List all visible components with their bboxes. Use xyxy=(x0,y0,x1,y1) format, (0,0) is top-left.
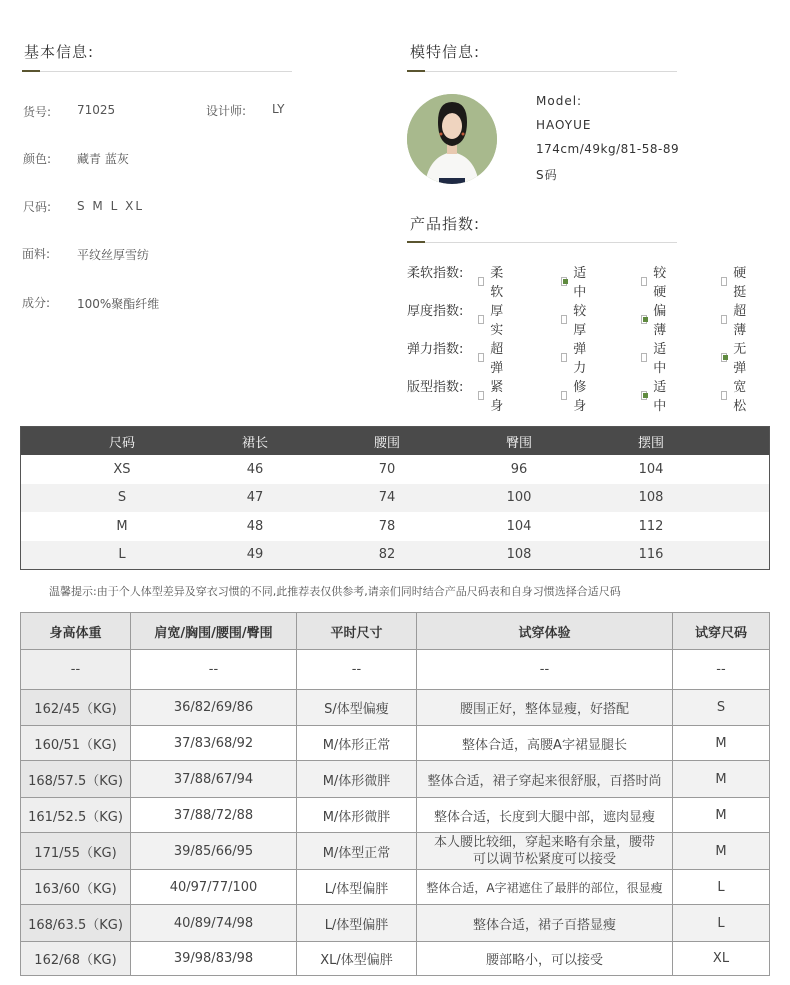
table-cell: 整体合适，裙子百搭显瘦 xyxy=(417,905,673,942)
checkbox-icon xyxy=(561,391,567,400)
table-row xyxy=(21,761,770,798)
index-label: 版型指数: xyxy=(407,380,464,395)
table-cell: 163/60（KG) xyxy=(21,870,131,905)
composition-value: 100%聚酯纤维 xyxy=(77,297,160,311)
table-cell: 70 xyxy=(378,461,396,477)
table-cell: 104 xyxy=(506,518,532,534)
checkbox-icon xyxy=(721,277,727,286)
table-cell: -- xyxy=(297,650,417,690)
model-info-title: 模特信息: xyxy=(410,43,481,61)
table-cell: S xyxy=(673,690,770,726)
table-cell: 78 xyxy=(378,518,396,534)
index-option: 较厚 xyxy=(561,300,589,338)
table-cell: 74 xyxy=(378,490,396,506)
checkbox-icon xyxy=(478,353,484,362)
table-cell: 162/68（KG) xyxy=(21,942,131,976)
table-row xyxy=(21,905,770,942)
table-cell: M xyxy=(673,726,770,761)
table-cell: 腰围正好，整体显瘦，好搭配 xyxy=(417,690,673,726)
model-name-label: Model: xyxy=(536,94,583,108)
checkbox-checked-icon xyxy=(561,277,567,286)
table-cell: 40/89/74/98 xyxy=(131,905,297,942)
table-cell: 整体合适，A字裙遮住了最胖的部位，很显瘦 xyxy=(417,870,673,905)
table-cell: M xyxy=(673,798,770,833)
index-option: 偏薄 xyxy=(641,300,669,338)
model-info-divider xyxy=(407,71,677,72)
table-cell: 本人腰比较细，穿起来略有余量，腰带可以调节松紧度可以接受 xyxy=(417,833,673,870)
index-label: 柔软指数: xyxy=(407,266,464,281)
sku-value: 71025 xyxy=(77,103,116,117)
table-cell: M xyxy=(116,518,128,534)
color-value: 藏青 蓝灰 xyxy=(77,152,129,166)
header-cell: 腰围 xyxy=(373,435,400,451)
table-cell: 160/51（KG) xyxy=(21,726,131,761)
size-chart-table xyxy=(20,426,770,570)
table-cell: 腰部略小，可以接受 xyxy=(417,942,673,976)
checkbox-icon xyxy=(478,315,484,324)
index-option: 宽松 xyxy=(721,376,749,414)
checkbox-checked-icon xyxy=(721,353,727,362)
basic-info-title: 基本信息: xyxy=(24,43,95,61)
table-cell: 108 xyxy=(638,490,664,506)
header-cell: 摆围 xyxy=(637,435,664,451)
table-cell: 161/52.5（KG) xyxy=(21,798,131,833)
model-info-accent xyxy=(407,70,425,72)
checkbox-checked-icon xyxy=(641,391,647,400)
checkbox-icon xyxy=(641,353,647,362)
table-cell: 39/85/66/95 xyxy=(131,833,297,870)
table-cell: XL xyxy=(673,942,770,976)
checkbox-icon xyxy=(561,315,567,324)
table-row xyxy=(21,690,770,726)
composition-label: 成分: xyxy=(22,296,51,310)
table-row xyxy=(21,512,769,541)
table-cell: 104 xyxy=(638,461,664,477)
table-cell: M/体形正常 xyxy=(297,726,417,761)
index-option: 适中 xyxy=(561,262,589,300)
table-cell: -- xyxy=(21,650,131,690)
table-cell: 171/55（KG) xyxy=(21,833,131,870)
table-cell: 47 xyxy=(246,490,264,506)
checkbox-icon xyxy=(478,391,484,400)
basic-info-divider xyxy=(22,71,292,72)
model-measurements: 174cm/49kg/81-58-89 xyxy=(536,142,680,156)
table-cell: L xyxy=(118,547,126,563)
table-row xyxy=(21,942,770,976)
header-cell: 尺码 xyxy=(108,435,135,451)
table-cell: 100 xyxy=(506,490,532,506)
table-cell: 36/82/69/86 xyxy=(131,690,297,726)
product-index-accent xyxy=(407,241,425,243)
table-cell: L xyxy=(673,870,770,905)
model-avatar xyxy=(407,94,497,184)
table-cell: 37/88/72/88 xyxy=(131,798,297,833)
header-cell: 身高体重 xyxy=(21,613,131,650)
table-row xyxy=(21,484,769,513)
model-name: HAOYUE xyxy=(536,118,592,132)
fabric-label: 面料: xyxy=(22,247,51,261)
table-cell: 82 xyxy=(378,547,396,563)
index-label: 弹力指数: xyxy=(407,342,464,357)
table-row xyxy=(21,650,770,690)
checkbox-icon xyxy=(478,277,484,286)
table-cell: S xyxy=(117,490,127,506)
table-cell: 整体合适，高腰A字裙显腿长 xyxy=(417,726,673,761)
table-cell: 46 xyxy=(246,461,264,477)
sku-label: 货号: xyxy=(23,105,52,119)
table-cell: 整体合适，长度到大腿中部，遮肉显瘦 xyxy=(417,798,673,833)
table-cell: -- xyxy=(131,650,297,690)
index-option: 超薄 xyxy=(721,300,749,338)
table-cell: 162/45（KG) xyxy=(21,690,131,726)
size-tip-note: 温馨提示:由于个人体型差异及穿衣习惯的不同,此推荐表仅供参考,请亲们同时结合产品尺码表和自身习惯选择合适尺码 xyxy=(49,585,621,598)
table-cell: M/体形微胖 xyxy=(297,761,417,798)
checkbox-checked-icon xyxy=(641,315,647,324)
product-index-title: 产品指数: xyxy=(410,215,481,233)
table-cell: 48 xyxy=(246,518,264,534)
checkbox-icon xyxy=(641,277,647,286)
table-cell: M xyxy=(673,761,770,798)
model-portrait-icon xyxy=(407,94,497,184)
table-cell: M xyxy=(673,833,770,870)
table-cell: 整体合适，裙子穿起来很舒服，百搭时尚 xyxy=(417,761,673,798)
index-option: 无弹 xyxy=(721,338,749,376)
try-on-header xyxy=(21,613,770,650)
index-option: 柔软 xyxy=(478,262,506,300)
table-row xyxy=(21,798,770,833)
table-cell: -- xyxy=(673,650,770,690)
index-option: 紧身 xyxy=(478,376,506,414)
table-cell: 49 xyxy=(246,547,264,563)
size-chart-header xyxy=(21,427,769,455)
index-option: 硬挺 xyxy=(721,262,749,300)
fabric-value: 平纹丝厚雪纺 xyxy=(77,248,150,262)
color-label: 颜色: xyxy=(23,152,52,166)
table-cell: XL/体型偏胖 xyxy=(297,942,417,976)
table-cell: 112 xyxy=(638,518,664,534)
header-cell: 裙长 xyxy=(241,435,268,451)
table-cell: 37/88/67/94 xyxy=(131,761,297,798)
header-cell: 试穿尺码 xyxy=(673,613,770,650)
product-index-divider xyxy=(407,242,677,243)
header-cell: 臀围 xyxy=(505,435,532,451)
table-cell: 168/57.5（KG) xyxy=(21,761,131,798)
basic-info-accent xyxy=(22,70,40,72)
table-row xyxy=(21,833,770,870)
table-row xyxy=(21,726,770,761)
index-option: 适中 xyxy=(641,338,669,376)
table-cell: 39/98/83/98 xyxy=(131,942,297,976)
index-option: 超弹 xyxy=(478,338,506,376)
table-cell: L xyxy=(673,905,770,942)
index-label: 厚度指数: xyxy=(407,304,464,319)
table-row xyxy=(21,870,770,905)
size-value: S M L XL xyxy=(77,199,145,213)
table-cell: 168/63.5（KG) xyxy=(21,905,131,942)
index-option: 弹力 xyxy=(561,338,589,376)
checkbox-icon xyxy=(561,353,567,362)
table-cell: L/体型偏胖 xyxy=(297,905,417,942)
header-cell: 试穿体验 xyxy=(417,613,673,650)
table-cell: M/体形微胖 xyxy=(297,798,417,833)
header-cell: 肩宽/胸围/腰围/臀围 xyxy=(131,613,297,650)
index-option: 修身 xyxy=(561,376,589,414)
try-on-table xyxy=(20,612,770,976)
index-option: 适中 xyxy=(641,376,669,414)
checkbox-icon xyxy=(721,315,727,324)
table-row xyxy=(21,541,769,570)
checkbox-icon xyxy=(721,391,727,400)
index-option: 厚实 xyxy=(478,300,506,338)
size-label: 尺码: xyxy=(23,200,52,214)
table-cell: S/体型偏瘦 xyxy=(297,690,417,726)
table-cell: 116 xyxy=(638,547,664,563)
table-cell: -- xyxy=(417,650,673,690)
table-cell: 40/97/77/100 xyxy=(131,870,297,905)
header-cell: 平时尺寸 xyxy=(297,613,417,650)
model-size: S码 xyxy=(536,168,558,182)
designer-value: LY xyxy=(272,102,285,116)
table-cell: 37/83/68/92 xyxy=(131,726,297,761)
table-cell: L/体型偏胖 xyxy=(297,870,417,905)
table-cell: 108 xyxy=(506,547,532,563)
table-row xyxy=(21,455,769,484)
table-cell: M/体型正常 xyxy=(297,833,417,870)
designer-label: 设计师: xyxy=(206,104,247,118)
table-cell: 96 xyxy=(510,461,528,477)
table-cell: XS xyxy=(113,461,131,477)
index-option: 较硬 xyxy=(641,262,669,300)
